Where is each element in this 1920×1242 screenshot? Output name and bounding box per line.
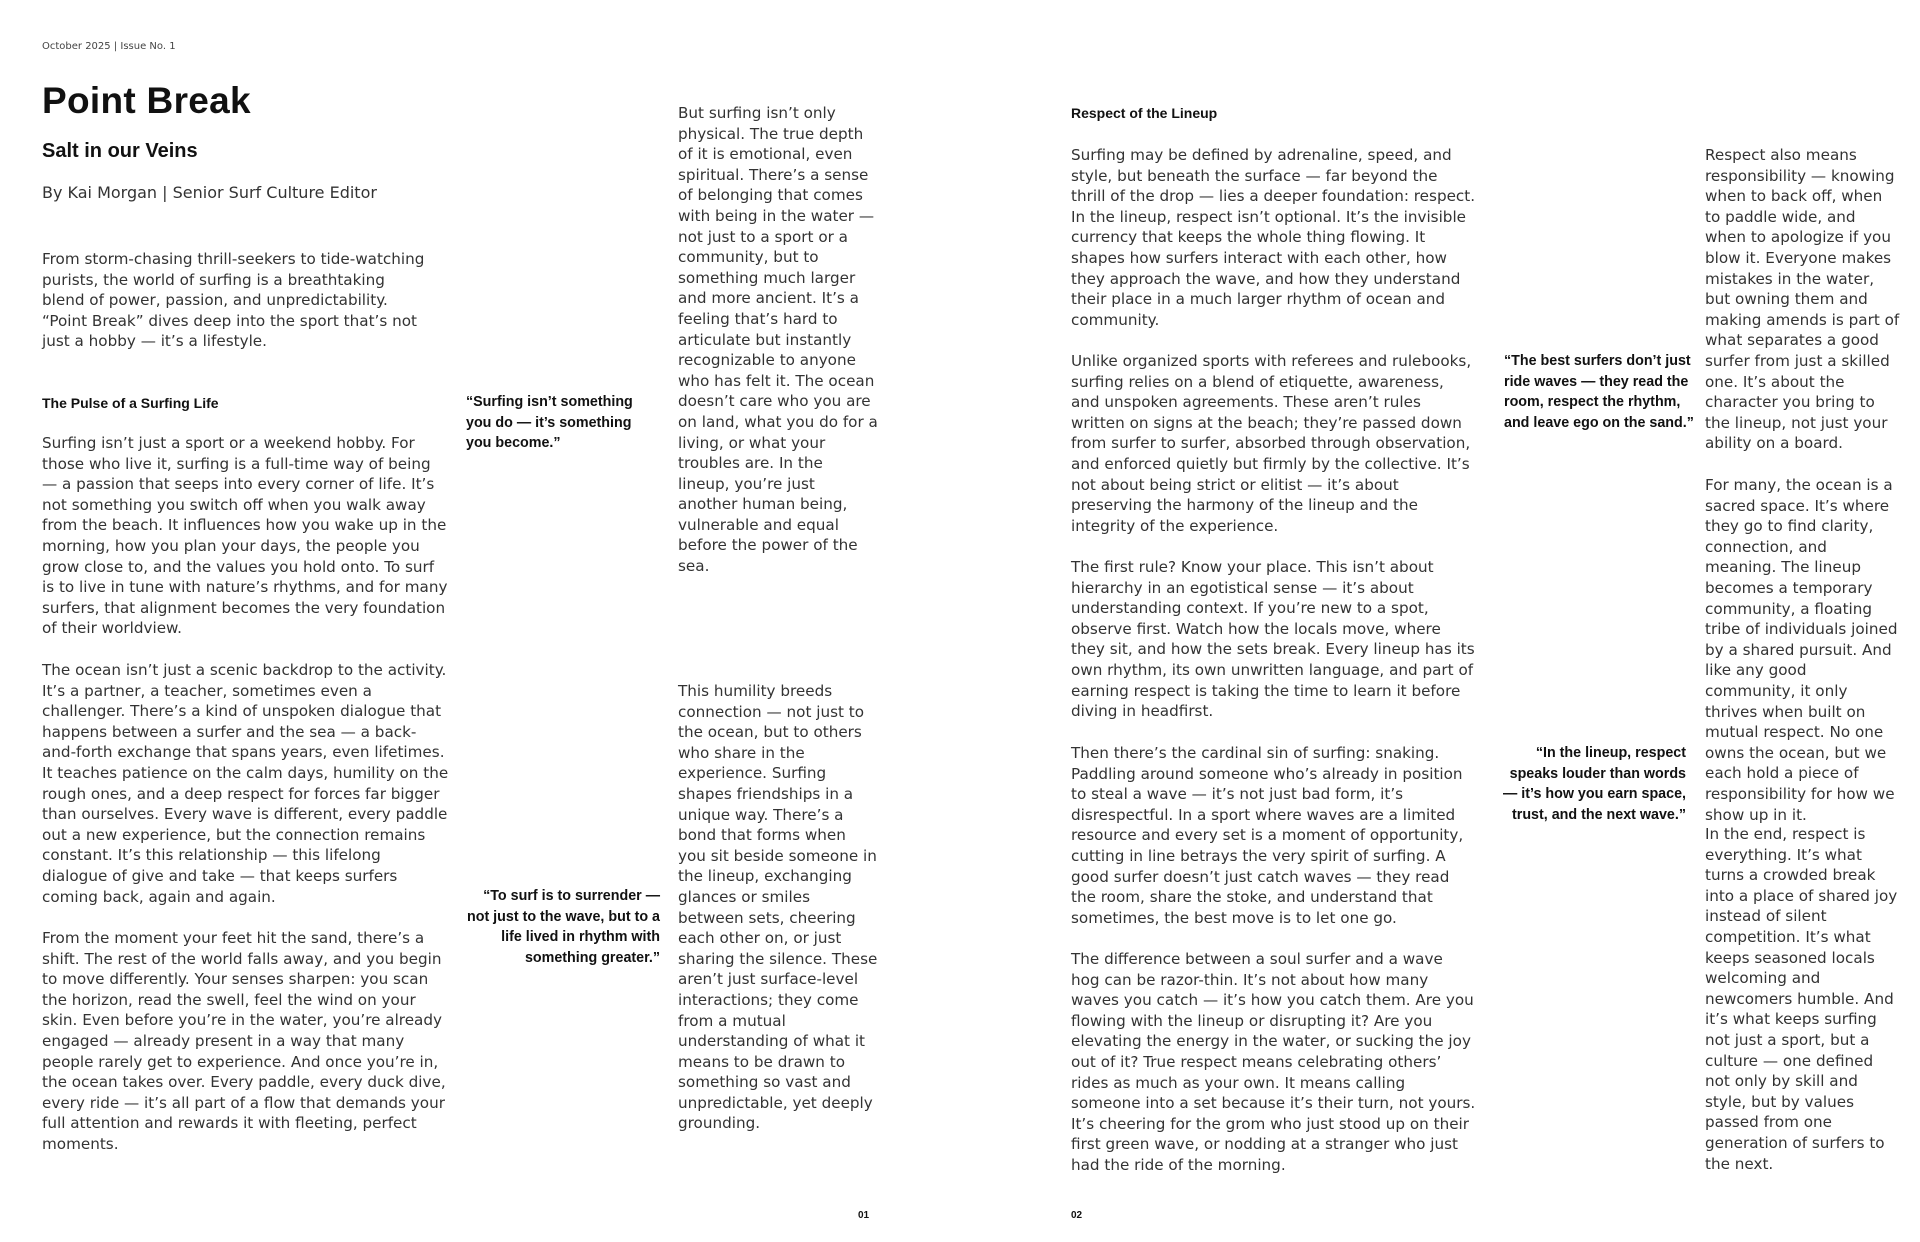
body-paragraph: In the end, respect is everything. It’s what turns a crowded break into a place of shared joy instead of silent competition. It’s what keeps seasoned locals welcoming and newcomers humble. And it’s what keeps surfing not just a sport, but a culture — one defined not only by skill and style, but by values passed from one generation of surfers to the next. <box>1705 825 1898 1173</box>
article-subtitle: Salt in our Veins <box>42 140 198 162</box>
body-paragraph: This humility breeds connection — not just to the ocean, but to others who share in the experience. Surfing shapes friendships in a unique way. There’s a bond that forms when you sit beside someone in the lineup, exchanging glances or smiles between sets, cheering each other on, or just sharing the silence. These aren’t just surface-level interactions; they come from a mutual understanding of what it means to be drawn to something so vast and unpredictable, yet deeply grounding. <box>678 682 878 1133</box>
body-paragraph: For many, the ocean is a sacred space. It’s where they go to find clarity, connection, and meaning. The lineup becomes a temporary community, a floating tribe of individuals joined by a shared pursuit. And like any good community, it only thrives when built on mutual respect. No one owns the ocean, but we each hold a piece of responsibility for how we show up in it. <box>1705 476 1898 824</box>
pull-quote: “To surf is to surrender — not just to the wave, but to a life lived in rhythm with something greater.” <box>466 888 660 967</box>
page-number: 01 <box>858 1210 870 1221</box>
article-title: Point Break <box>42 80 251 121</box>
section-heading-respect: Respect of the Lineup <box>1071 105 1218 121</box>
body-paragraph: Surfing may be defined by adrenaline, speed, and style, but beneath the surface — far beyond the thrill of the drop — lies a deeper foundation: respect. In the lineup, respect isn’t optional. It’s the invisible currency that keeps the whole thing flowing. It shapes how surfers interact with each other, how they approach the wave, and how they understand their place in a much larger rhythm of ocean and community. <box>1071 146 1476 329</box>
body-paragraph: Unlike organized sports with referees and rulebooks, surfing relies on a blend of etiquette, awareness, and unspoken agreements. These aren’t rules written on signs at the beach; they’re passed down from surfer to surfer, absorbed through observation, and enforced quietly but firmly by the collective. It’s not about being strict or elitist — it’s about preserving the harmony of the lineup and the integrity of the experience. <box>1071 352 1472 535</box>
pull-quote: “The best surfers don’t just ride waves — they read the room, respect the rhythm, and leave ego on the sand.” <box>1504 353 1694 432</box>
body-paragraph: The ocean isn’t just a scenic backdrop to the activity. It’s a partner, a teacher, sometimes even a challenger. There’s a kind of unspoken dialogue that happens between a surfer and the sea — a back-and-forth exchange that spans years, even lifetimes. It teaches patience on the calm days, humility on the rough ones, and a deep respect for forces far bigger than ourselves. Every wave is different, every paddle out a new experience, but the connection remains constant. It’s this relationship — this lifelong dialogue of give and take — that keeps surfers coming back, again and again. <box>42 661 449 906</box>
byline: By Kai Morgan | Senior Surf Culture Editor <box>42 183 377 202</box>
intro-paragraph: From storm-chasing thrill-seekers to tide-watching purists, the world of surfing is a breathtaking blend of power, passion, and unpredictability. “Point Break” dives deep into the sport that’s not just a hobby — it’s a lifestyle. <box>42 250 425 351</box>
body-paragraph: From the moment your feet hit the sand, there’s a shift. The rest of the world falls away, and you begin to move differently. Your senses sharpen: you scan the horizon, read the swell, feel the wind on your skin. Even before you’re in the water, you’re already engaged — already present in a way that many people rarely get to experience. And once you’re in, the ocean takes over. Every paddle, every duck dive, every ride — it’s all part of a flow that demands your full attention and rewards it with fleeting, perfect moments. <box>42 929 446 1153</box>
body-paragraph: Respect also means responsibility — knowing when to back off, when to paddle wide, and when to apologize if you blow it. Everyone makes mistakes in the water, but owning them and making amends is part of what separates a good surfer from just a skilled one. It’s about the character you bring to the lineup, not just your ability on a board. <box>1705 146 1900 453</box>
section-heading-pulse: The Pulse of a Surfing Life <box>42 395 219 411</box>
pull-quote: “In the lineup, respect speaks louder than words — it’s how you earn space, trust, and the next wave.” <box>1503 745 1686 824</box>
pull-quote: “Surfing isn’t something you do — it’s something you become.” <box>466 394 633 452</box>
issue-info: October 2025 | Issue No. 1 <box>42 41 176 52</box>
body-paragraph: Surfing isn’t just a sport or a weekend hobby. For those who live it, surfing is a full-time way of being — a passion that seeps into every corner of life. It’s not something you switch off when you walk away from the beach. It influences how you wake up in the morning, how you plan your days, the people you grow close to, and the values you hold onto. To surf is to live in tune with nature’s rhythms, and for many surfers, that alignment becomes the very foundation of their worldview. <box>42 434 448 638</box>
body-paragraph: But surfing isn’t only physical. The true depth of it is emotional, even spiritual. There’s a sense of belonging that comes with being in the water — not just to a sport or a community, but to something much larger and more ancient. It’s a feeling that’s hard to articulate but instantly recognizable to anyone who has felt it. The ocean doesn’t care who you are on land, what you do for a living, or what your troubles are. In the lineup, you’re just another human being, vulnerable and equal before the power of the sea. <box>678 104 878 576</box>
body-paragraph: Then there’s the cardinal sin of surfing: snaking. Paddling around someone who’s already in position to steal a wave — it’s not just bad form, it’s disrespectful. In a sport where waves are a limited resource and every set is a moment of opportunity, cutting in line betrays the very spirit of surfing. A good surfer doesn’t just catch waves — they read the room, share the stoke, and understand that sometimes, the best move is to let one go. <box>1071 744 1464 927</box>
body-paragraph: The difference between a soul surfer and a wave hog can be razor-thin. It’s not about how many waves you catch — it’s how you catch them. Are you flowing with the lineup or disrupting it? Are you elevating the energy in the water, or sucking the joy out of it? True respect means celebrating others’ rides as much as your own. It means calling someone into a set because it’s their turn, not yours. It’s cheering for the grom who just stood up on their first green wave, or nodding at a stranger who just had the ride of the morning. <box>1071 950 1476 1174</box>
page-number: 02 <box>1071 1210 1083 1221</box>
body-paragraph: The first rule? Know your place. This isn’t about hierarchy in an egotistical sense — it’s about understanding context. If you’re new to a spot, observe first. Watch how the locals move, where they sit, and how the sets break. Every lineup has its own rhythm, its own unwritten language, and part of earning respect is taking the time to learn it before diving in headfirst. <box>1071 558 1475 721</box>
